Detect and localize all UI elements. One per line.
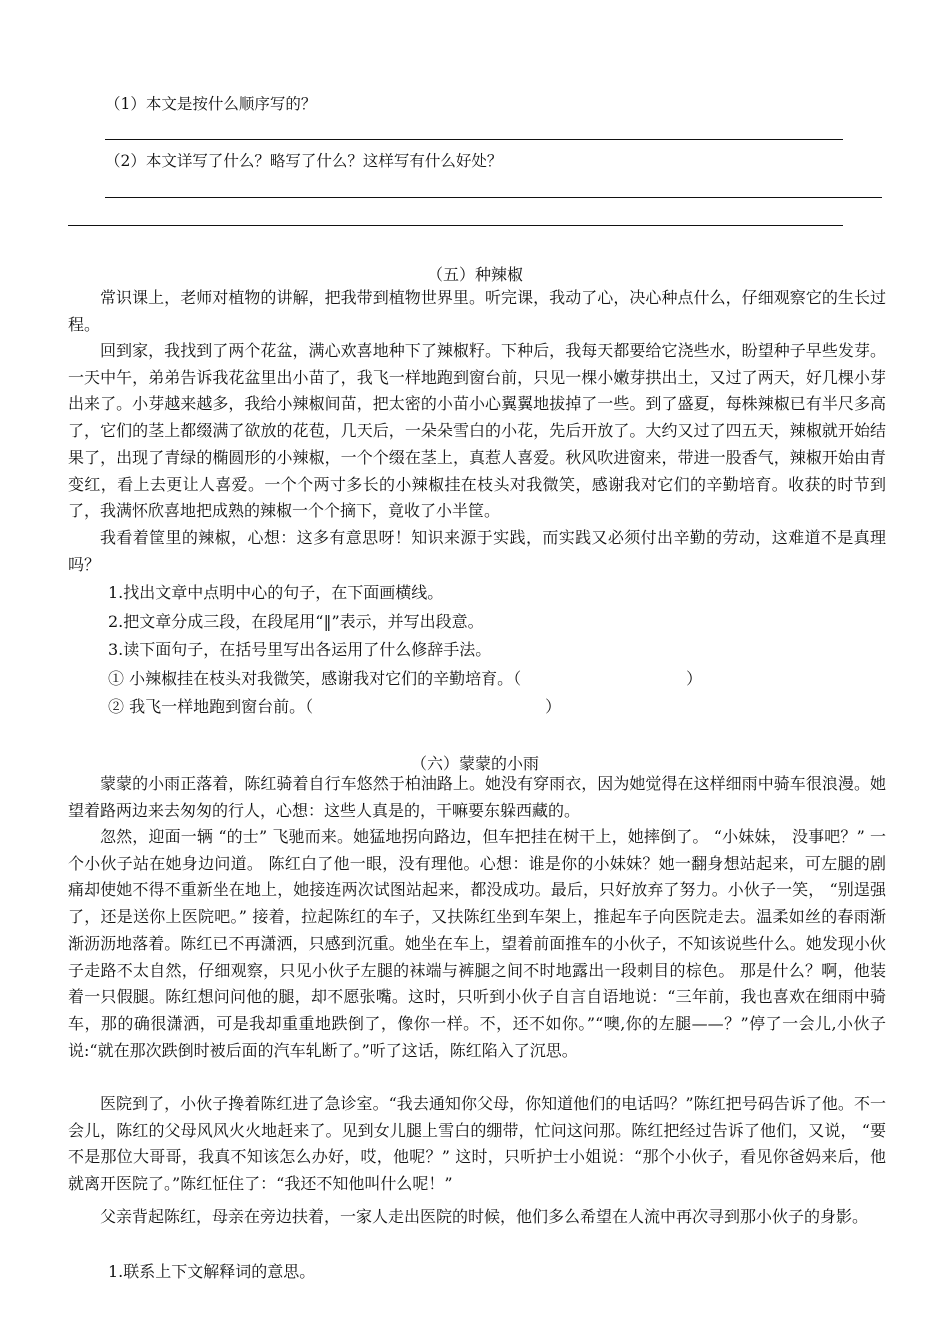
s5-sentence-1-close: ） <box>686 669 703 688</box>
s6-paragraph-4: 父亲背起陈红，母亲在旁边扶着，一家人走出医院的时候，他们多么希望在人流中再次寻到那小伙子的身影。 <box>100 1207 869 1226</box>
s5-paragraph-1: 常识课上，老师对植物的讲解，把我带到植物世界里。听完课，我动了心，决心种点什么，仔细观察它的生长过程。 <box>68 288 886 334</box>
s5-question-3: 3.读下面句子，在括号里写出各运用了什么修辞手法。 <box>108 640 492 659</box>
s5-paragraph-2: 回到家，我找到了两个花盆，满心欢喜地种下了辣椒籽。下种后，我每天都要给它浇些水，盼望种子早些发芽。一天中午，弟弟告诉我花盆里出小苗了，我飞一样地跑到窗台前，只见一棵小嫩芽拱出土，又过了两天，好几棵小芽出来了。小芽越来越多，我给小辣椒间苗，把太密的小苗小心翼翼地拔掉了一些。到了盛夏，每株辣椒已有半尺多高了，它们的茎上都缀满了欲放的花苞，几天后，一朵朵雪白的小花，先后开放了。大约又过了四五天，辣椒就开始结果了，出现了青绿的椭圆形的小辣椒，一个个缀在茎上，真惹人喜爱。秋风吹进窗来，带进一股香气，辣椒开始由青变红，看上去更让人喜爱。一个个两寸多长的小辣椒挂在枝头对我微笑，感谢我对它们的辛勤培育。收获的时节到了，我满怀欣喜地把成熟的辣椒一个个摘下，竟收了小半筐。 <box>68 341 886 521</box>
s5-question-2: 2.把文章分成三段，在段尾用“‖”表示，并写出段意。 <box>108 612 484 631</box>
s6-paragraph-3: 医院到了，小伙子搀着陈红进了急诊室。“我去通知你父母，你知道他们的电话吗？”陈红把号码告诉了他。不一会儿，陈红的父母风风火火地赶来了。见到女儿腿上雪白的绷带，忙问这问那。陈红把经过告诉了他们，又说， “要不是那位大哥哥，我真不知该怎么办好，哎，他呢？” 这时，只听护士小姐说：“那个小伙子，看见你爸妈来后，他就离开医院了。”陈红怔住了：“我还不知他叫什么呢！” <box>68 1094 886 1194</box>
answer-line-3[interactable] <box>68 225 843 226</box>
s6-question-1: 1.联系上下文解释词的意思。 <box>108 1262 316 1281</box>
s6-paragraph-1: 蒙蒙的小雨正落着，陈红骑着自行车悠然于柏油路上。她没有穿雨衣，因为她觉得在这样细雨中骑车很浪漫。她望着路两边来去匆匆的行人，心想：这些人真是的，干嘛要东躲西藏的。 <box>68 774 886 820</box>
s5-question-1: 1.找出文章中点明中心的句子，在下面画横线。 <box>108 583 444 602</box>
s5-sentence-1-text: ① 小辣椒挂在枝头对我微笑，感谢我对它们的辛勤培育。（ <box>108 669 522 688</box>
answer-line-2[interactable] <box>105 197 882 198</box>
s5-sentence-2 <box>108 694 561 717</box>
s5-sentence-2-text: ② 我飞一样地跑到窗台前。（ <box>108 697 314 716</box>
s5-sentence-1 <box>108 666 702 689</box>
s6-paragraph-2: 忽然，迎面一辆 “的士” 飞驰而来。她猛地拐向路边，但车把挂在树干上，她摔倒了。 “小妹妹， 没事吧？” 一个小伙子站在她身边问道。 陈红白了他一眼，没有理他。心想：谁是你的小妹妹？她一翻身想站起来，可左腿的剧痛却使她不得不重新坐在地上，她接连两次试图站起来，都没成功。最后，只好放弃了努力。小伙子一笑， “别逞强了，还是送你上医院吧。” 接着，拉起陈红的车子，又扶陈红坐到车架上，推起车子向医院走去。温柔如丝的春雨渐渐沥沥地落着。陈红已不再潇洒，只感到沉重。她坐在车上，望着前面推车的小伙子，不知该说些什么。她发现小伙子走路不太自然，仔细观察，只见小伙子左腿的袜端与裤腿之间不时地露出一段刺目的棕色。 那是什么？啊，他装着一只假腿。陈红想问问他的腿，却不愿张嘴。这时，只听到小伙子自言自语地说：“三年前，我也喜欢在细雨中骑车，那的确很潇洒，可是我却重重地跌倒了，像你一样。不，还不如你。”“噢,你的左腿——？”停了一会儿,小伙子说:“就在那次跌倒时被后面的汽车轧断了。”听了这话，陈红陷入了沉思。 <box>68 827 886 1060</box>
s5-title: （五）种辣椒 <box>426 265 523 284</box>
s6-title: （六）蒙蒙的小雨 <box>410 754 539 773</box>
s5-sentence-2-close: ） <box>545 697 562 716</box>
s4-question-2: （2）本文详写了什么？略写了什么？这样写有什么好处？ <box>105 152 503 170</box>
answer-line-1[interactable] <box>105 139 843 140</box>
s4-question-1: （1）本文是按什么顺序写的？ <box>105 95 317 113</box>
s5-paragraph-3: 我看着筐里的辣椒，心想：这多有意思呀！知识来源于实践，而实践又必须付出辛勤的劳动，这难道不是真理吗？ <box>68 528 886 574</box>
